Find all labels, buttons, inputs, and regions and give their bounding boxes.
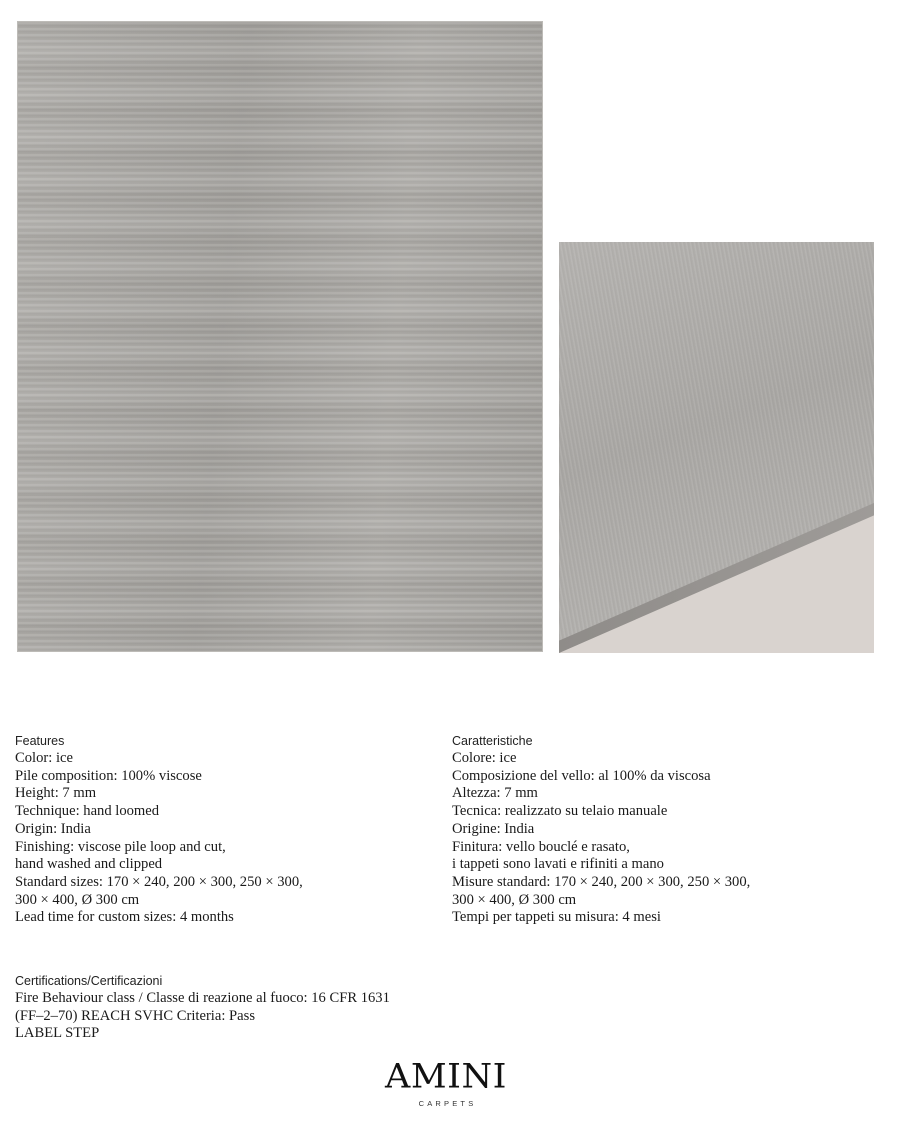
rug-detail-image xyxy=(559,242,874,653)
feature-line: Technique: hand loomed xyxy=(15,803,160,820)
features-italian xyxy=(452,734,872,927)
feature-line: Finishing: viscose pile loop and cut, xyxy=(15,838,226,855)
caratteristica-line: Origine: India xyxy=(452,820,535,837)
feature-line: Height: 7 mm xyxy=(15,785,97,802)
caratteristica-line: Tempi per tappeti su misura: 4 mesi xyxy=(452,909,661,926)
logo-wordmark: AMINI xyxy=(385,1058,507,1096)
feature-line: Pile composition: 100% viscose xyxy=(15,767,202,784)
rug-pile-texture xyxy=(559,242,874,653)
certification-line: LABEL STEP xyxy=(15,1025,100,1042)
caratteristica-line: Misure standard: 170 × 240, 200 × 300, 250 × 300, xyxy=(452,873,751,890)
certification-line: Fire Behaviour class / Classe di reazione al fuoco: 16 CFR 1631 xyxy=(15,990,390,1006)
rug-full-view-image xyxy=(17,21,543,652)
certifications-heading: Certifications/Certificazioni xyxy=(15,974,163,988)
caratteristica-line: Finitura: vello bouclé e rasato, xyxy=(452,838,630,855)
feature-line: hand washed and clipped xyxy=(15,856,163,873)
caratteristica-line: Altezza: 7 mm xyxy=(452,785,538,802)
features-english xyxy=(15,734,435,927)
caratteristica-line: Tecnica: realizzato su telaio manuale xyxy=(452,803,668,820)
certifications xyxy=(15,974,515,1043)
features-heading: Features xyxy=(15,734,65,748)
caratteristiche-heading: Caratteristiche xyxy=(452,734,533,748)
caratteristica-line: 300 × 400, Ø 300 cm xyxy=(452,891,577,908)
amini-logo xyxy=(376,1058,516,1109)
logo-subtitle: CARPETS xyxy=(418,1099,477,1108)
feature-line: Origin: India xyxy=(15,820,91,837)
certification-line: (FF–2–70) REACH SVHC Criteria: Pass xyxy=(15,1007,255,1024)
feature-line: Lead time for custom sizes: 4 months xyxy=(15,909,234,926)
caratteristica-line: Composizione del vello: al 100% da viscosa xyxy=(452,767,711,784)
feature-line: Color: ice xyxy=(15,750,73,766)
caratteristica-line: Colore: ice xyxy=(452,750,517,766)
caratteristica-line: i tappeti sono lavati e rifiniti a mano xyxy=(452,856,664,873)
feature-line: 300 × 400, Ø 300 cm xyxy=(15,891,140,908)
feature-line: Standard sizes: 170 × 240, 200 × 300, 250 × 300, xyxy=(15,873,303,890)
